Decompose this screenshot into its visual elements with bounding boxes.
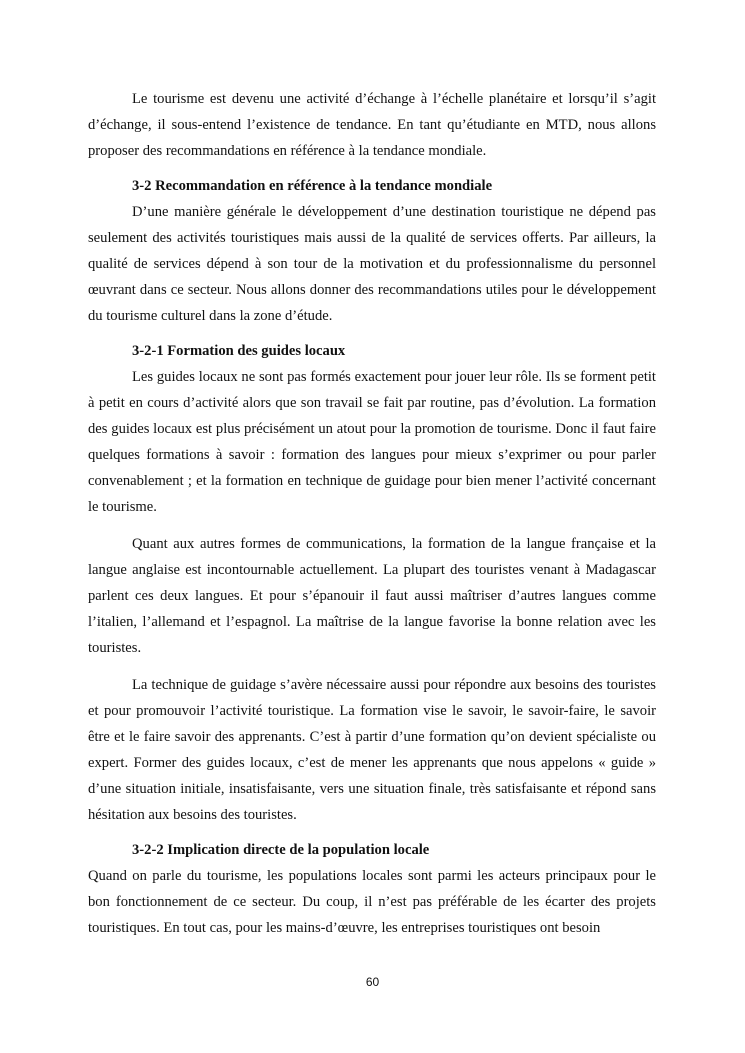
paragraph-3-2: D’une manière générale le développement d’une destination touristique ne dépend pas seulement des activités touristiques mais aussi de la qualité de services offerts. Par ailleurs, la qualité de services dépend à son tour de la motivation et du professionnalisme du personnel œuvrant dans ce secteur. Nous allons donner des recommandations utiles pour le développement du tourisme culturel dans la zone d’étude. — [88, 204, 656, 324]
paragraph-intro: Le tourisme est devenu une activité d’échange à l’échelle planétaire et lorsqu’il s’agit d’échange, il sous-entend l’existence de tendance. En tant qu’étudiante en MTD, nous allons proposer des recommandations en référence à la tendance mondiale. — [88, 91, 656, 159]
paragraph-3-2-1-c: La technique de guidage s’avère nécessaire aussi pour répondre aux besoins des touristes et pour promouvoir l’activité touristique. La formation vise le savoir, le savoir-faire, le savoir être et le faire savoir des apprenants. C’est à partir d’une formation qu’on devient spécialiste ou expert. Former des guides locaux, c’est de mener les apprenants que nous appelons « guide » d’une situation initiale, insatisfaisante, vers une situation finale, très satisfaisante et répond sans hésitation aux besoins des touristes. — [88, 677, 656, 823]
document-body — [88, 86, 656, 941]
heading-3-2: 3-2 Recommandation en référence à la tendance mondiale — [132, 178, 493, 194]
paragraph-3-2-1-a: Les guides locaux ne sont pas formés exactement pour jouer leur rôle. Ils se forment petit à petit en cours d’activité alors que son travail se fait par routine, pas d’évolution. La formation des guides locaux est plus précisément un atout pour la promotion de tourisme. Donc il faut faire quelques formations à savoir : formation des langues pour mieux s’exprimer ou pour parler convenablement ; et la formation en technique de guidage pour bien mener l’activité concernant le tourisme. — [88, 369, 656, 515]
page-number: 60 — [365, 975, 380, 989]
paragraph-3-2-2: Quand on parle du tourisme, les populations locales sont parmi les acteurs principaux pour le bon fonctionnement de ce secteur. Du coup, il n’est pas préférable de les écarter des projets touristiques. En tout cas, pour les mains-d’œuvre, les entreprises touristiques ont besoin — [88, 868, 656, 936]
heading-3-2-1: 3-2-1 Formation des guides locaux — [132, 343, 346, 359]
paragraph-3-2-1-b: Quant aux autres formes de communications, la formation de la langue française et la langue anglaise est incontournable actuellement. La plupart des touristes venant à Madagascar parlent ces deux langues. Et pour s’épanouir il faut aussi maîtriser d’autres langues comme l’italien, l’allemand et l’espagnol. La maîtrise de la langue favorise la bonne relation avec les touristes. — [88, 536, 656, 656]
heading-3-2-2: 3-2-2 Implication directe de la population locale — [132, 842, 430, 858]
